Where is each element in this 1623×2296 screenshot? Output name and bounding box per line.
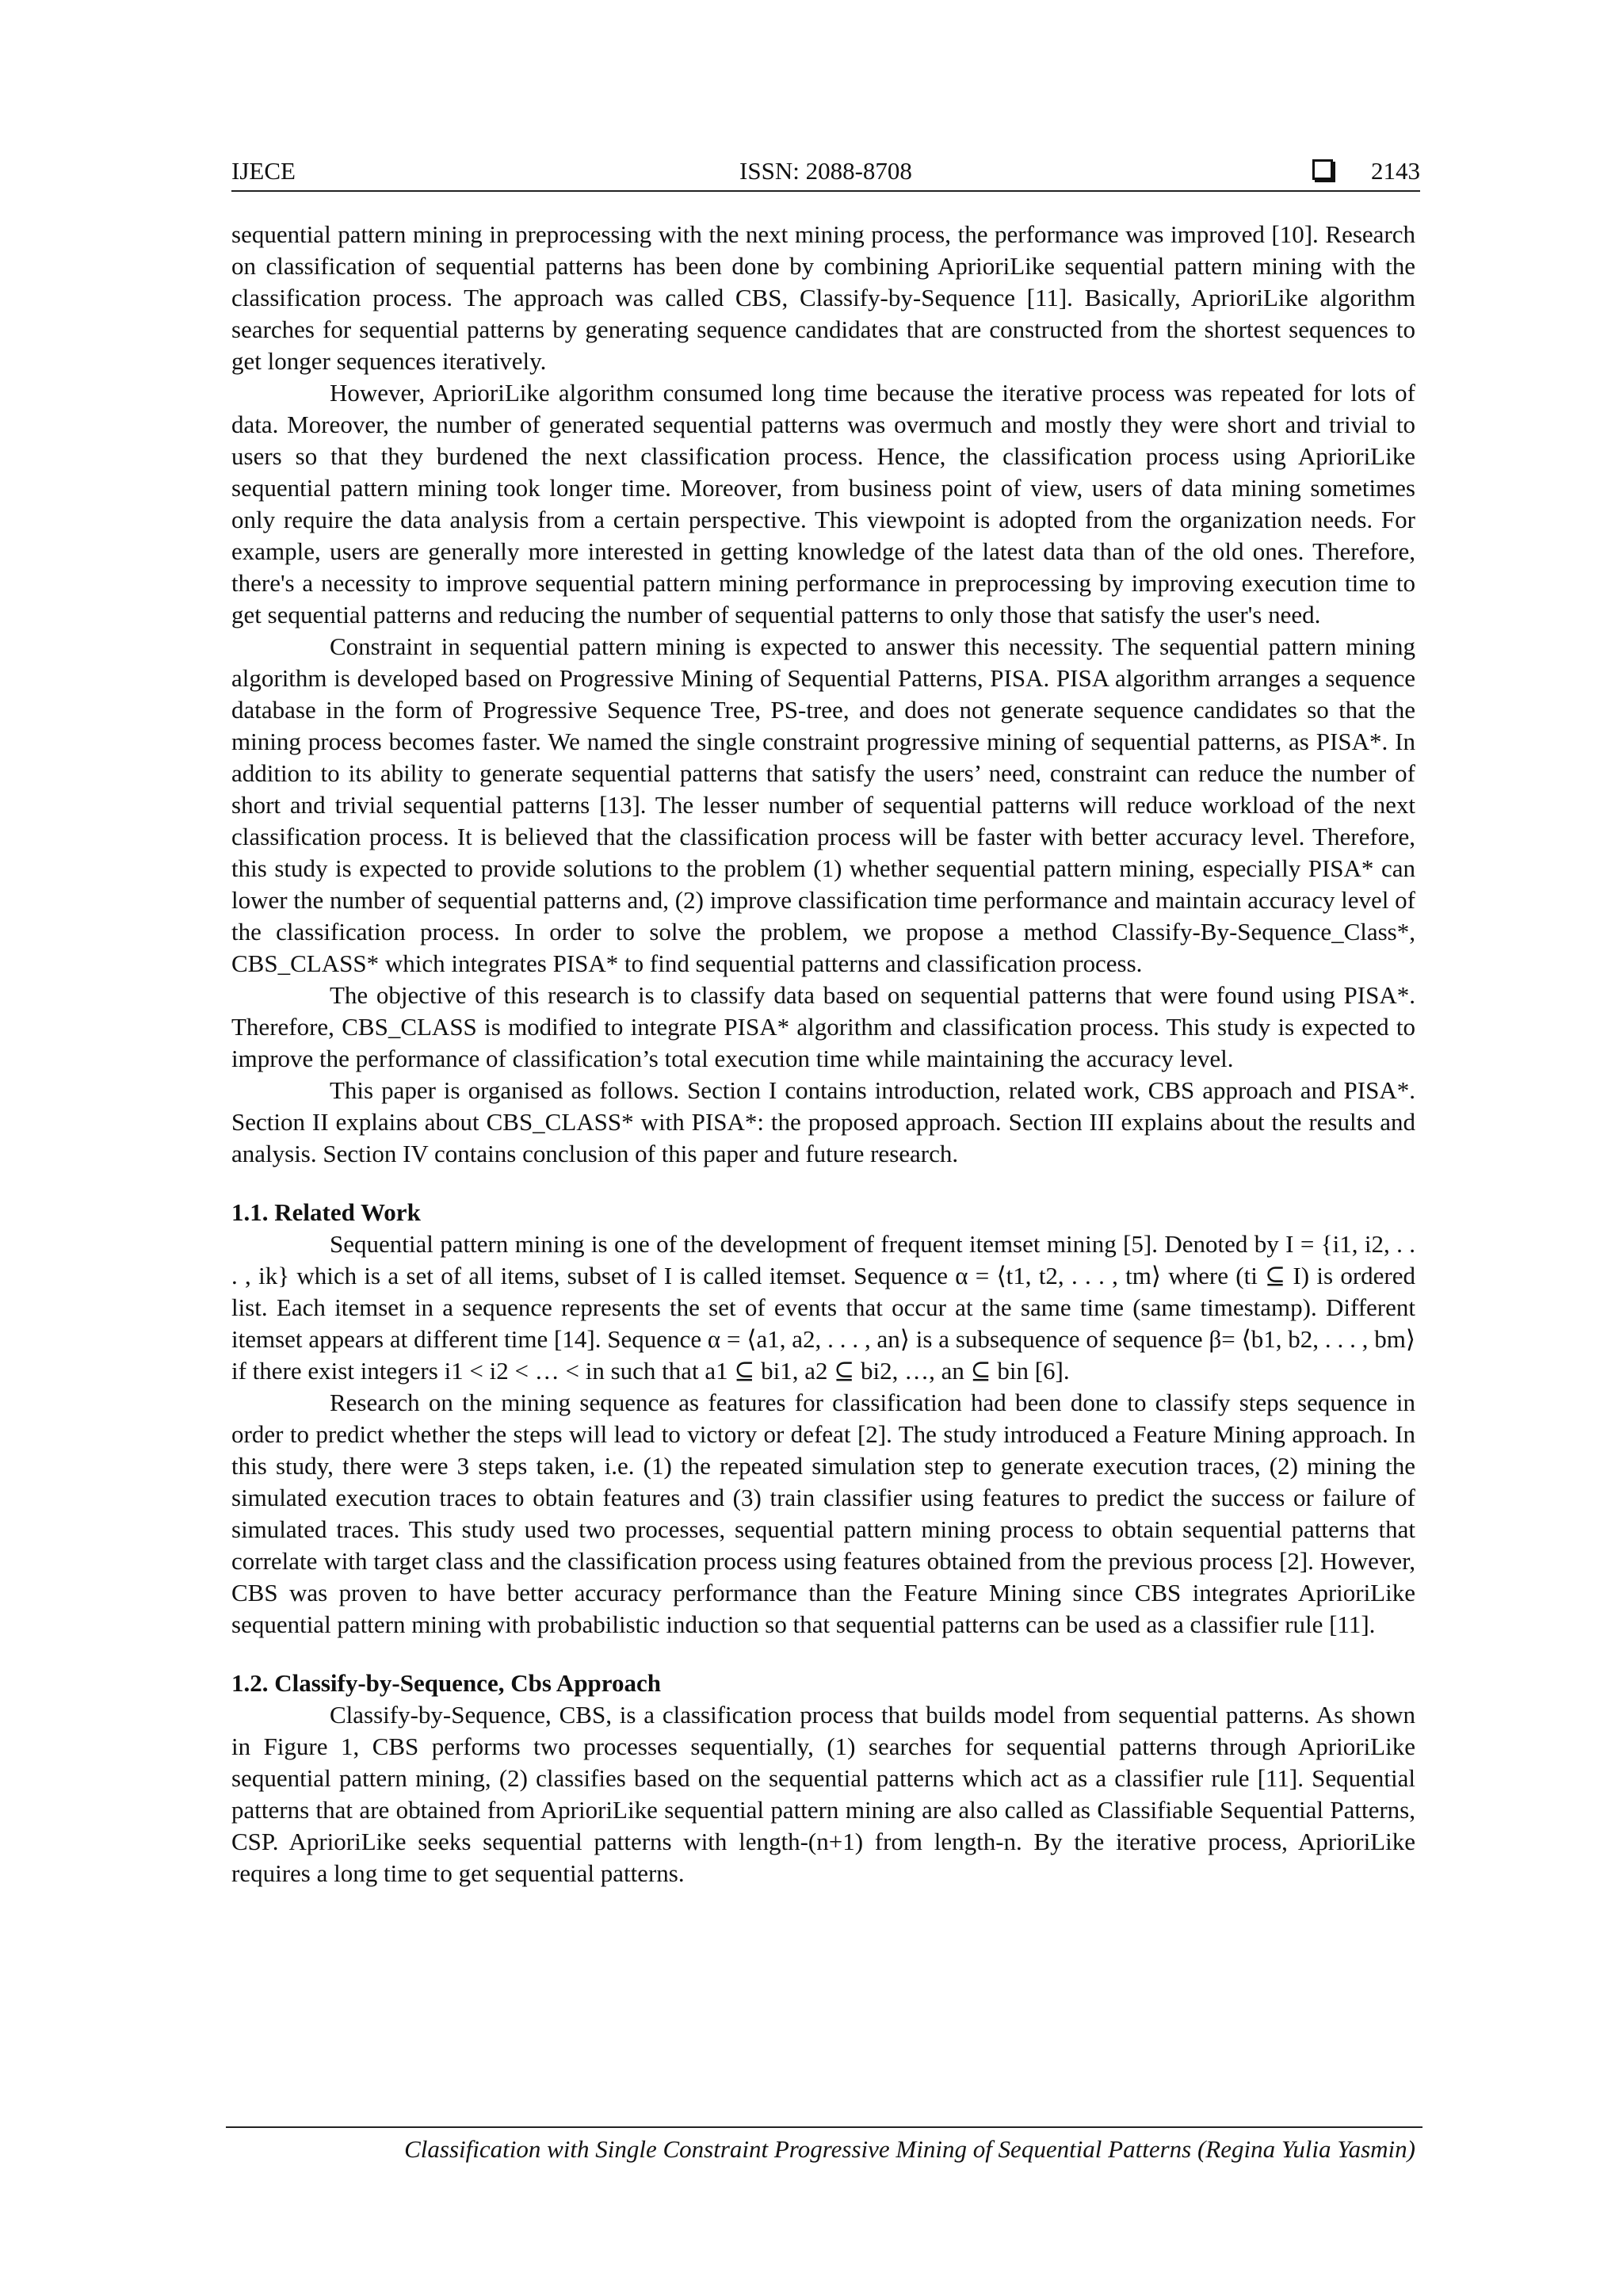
journal-name: IJECE	[231, 157, 296, 185]
running-header	[231, 155, 1420, 187]
issn-label: ISSN: 2088-8708	[739, 157, 912, 185]
section-gap	[231, 1170, 1415, 1197]
paragraph-intro-continued: sequential pattern mining in preprocessing with the next mining process, the performance was improved [10]. Research on classification of sequential patterns has been done by combining AprioriLike sequential pattern mining with the classification process. The approach was called CBS, Classify-by-Sequence [11]. Basically, AprioriLike algorithm searches for sequential patterns by generating sequence candidates that are constructed from the shortest sequences to get longer sequences iteratively.	[231, 220, 1415, 375]
page-number-group	[1312, 155, 1420, 187]
paragraph-apriorilike-limitations: However, AprioriLike algorithm consumed long time because the iterative process was repeated for lots of data. Moreover, the number of generated sequential patterns was overmuch and mostly they were short and trivial to users so that they burdened the next classification process. Hence, the classification process using AprioriLike sequential pattern mining took longer time. Moreover, from business point of view, users of data mining sometimes only require the data analysis from a certain perspective. This viewpoint is adopted from the organization needs. For example, users are generally more interested in getting knowledge of the latest data than of the old ones. Therefore, there's a necessity to improve sequential pattern mining performance in preprocessing by improving execution time to get sequential patterns and reducing the number of sequential patterns to only those that satisfy the user's need.	[231, 379, 1415, 628]
paragraph-feature-mining: Research on the mining sequence as features for classification had been done to classify steps sequence in order to predict whether the steps will lead to victory or defeat [2]. The study introduced a Feature Mining approach. In this study, there were 3 steps taken, i.e. (1) the repeated simulation step to generate execution traces, (2) mining the simulated execution traces to obtain features and (3) train classifier using features to predict the success or failure of simulated traces. This study used two processes, sequential pattern mining process to obtain sequential patterns that correlate with target class and the classification process using features obtained from the previous process [2]. However, CBS was proven to have better accuracy performance than the Feature Mining since CBS integrates AprioriLike sequential pattern mining with probabilistic induction so that sequential patterns can be used as a classifier rule [11].	[231, 1389, 1415, 1638]
running-footer: Classification with Single Constraint Progressive Mining of Sequential Patterns (Regina Yulia Yasmin)	[404, 2135, 1415, 2163]
paragraph-sequential-pattern-definition: Sequential pattern mining is one of the development of frequent itemset mining [5]. Denoted by I = {i1, i2, . . . , ik} which is a set of all items, subset of I is called itemset. Sequence α = ⟨t1, t2, . . . , tm⟩ where (ti ⊆ I) is ordered list. Each itemset in a sequence represents the set of events that occur at the same time (same timestamp). Different itemset appears at different time [14]. Sequence α = ⟨a1, a2, . . . , an⟩ is a subsequence of sequence β= ⟨b1, b2, . . . , bm⟩ if there exist integers i1 < i2 < … < in such that a1 ⊆ bi1, a2 ⊆ bi2, …, an ⊆ bin [6].	[231, 1230, 1415, 1385]
paragraph-constraint: Constraint in sequential pattern mining is expected to answer this necessity. The sequential pattern mining algorithm is developed based on Progressive Mining of Sequential Patterns, PISA. PISA algorithm arranges a sequence database in the form of Progressive Sequence Tree, PS-tree, and does not generate sequence candidates so that the mining process becomes faster. We named the single constraint progressive mining of sequential patterns, as PISA*. In addition to its ability to generate sequential patterns that satisfy the users’ need, constraint can reduce the number of short and trivial sequential patterns [13]. The lesser number of sequential patterns will reduce workload of the next classification process. It is believed that the classification process will be faster with better accuracy level. Therefore, this study is expected to provide solutions to the problem (1) whether sequential pattern mining, especially PISA* can lower the number of sequential patterns and, (2) improve classification time performance and maintain accuracy level of the classification process. In order to solve the problem, we propose a method Classify-By-Sequence_Class*, CBS_CLASS* which integrates PISA* to find sequential patterns and classification process.	[231, 632, 1415, 977]
paragraph-objective: The objective of this research is to classify data based on sequential patterns that were found using PISA*. Therefore, CBS_CLASS is modified to integrate PISA* algorithm and classification process. This study is expected to improve the performance of classification’s total execution time while maintaining the accuracy level.	[231, 981, 1415, 1072]
square-box-icon	[1312, 159, 1333, 180]
header-divider	[231, 190, 1420, 192]
section-heading-cbs-approach: 1.2. Classify-by-Sequence, Cbs Approach	[231, 1669, 662, 1697]
paragraph-cbs-description: Classify-by-Sequence, CBS, is a classification process that builds model from sequential patterns. As shown in Figure 1, CBS performs two processes sequentially, (1) searches for sequential patterns through AprioriLike sequential pattern mining, (2) classifies based on the sequential patterns which act as a classifier rule [11]. Sequential patterns that are obtained from AprioriLike sequential pattern mining are also called as Classifiable Sequential Patterns, CSP. AprioriLike seeks sequential patterns with length-(n+1) from length-n. By the iterative process, AprioriLike requires a long time to get sequential patterns.	[231, 1701, 1415, 1887]
page-number: 2143	[1371, 157, 1420, 185]
footer-divider	[226, 2126, 1423, 2128]
body-text	[231, 219, 1415, 1889]
section-gap	[231, 1641, 1415, 1668]
paragraph-organisation: This paper is organised as follows. Section I contains introduction, related work, CBS approach and PISA*. Section II explains about CBS_CLASS* with PISA*: the proposed approach. Section III explains about the results and analysis. Section IV contains conclusion of this paper and future research.	[231, 1076, 1415, 1167]
section-heading-related-work: 1.1. Related Work	[231, 1198, 421, 1226]
